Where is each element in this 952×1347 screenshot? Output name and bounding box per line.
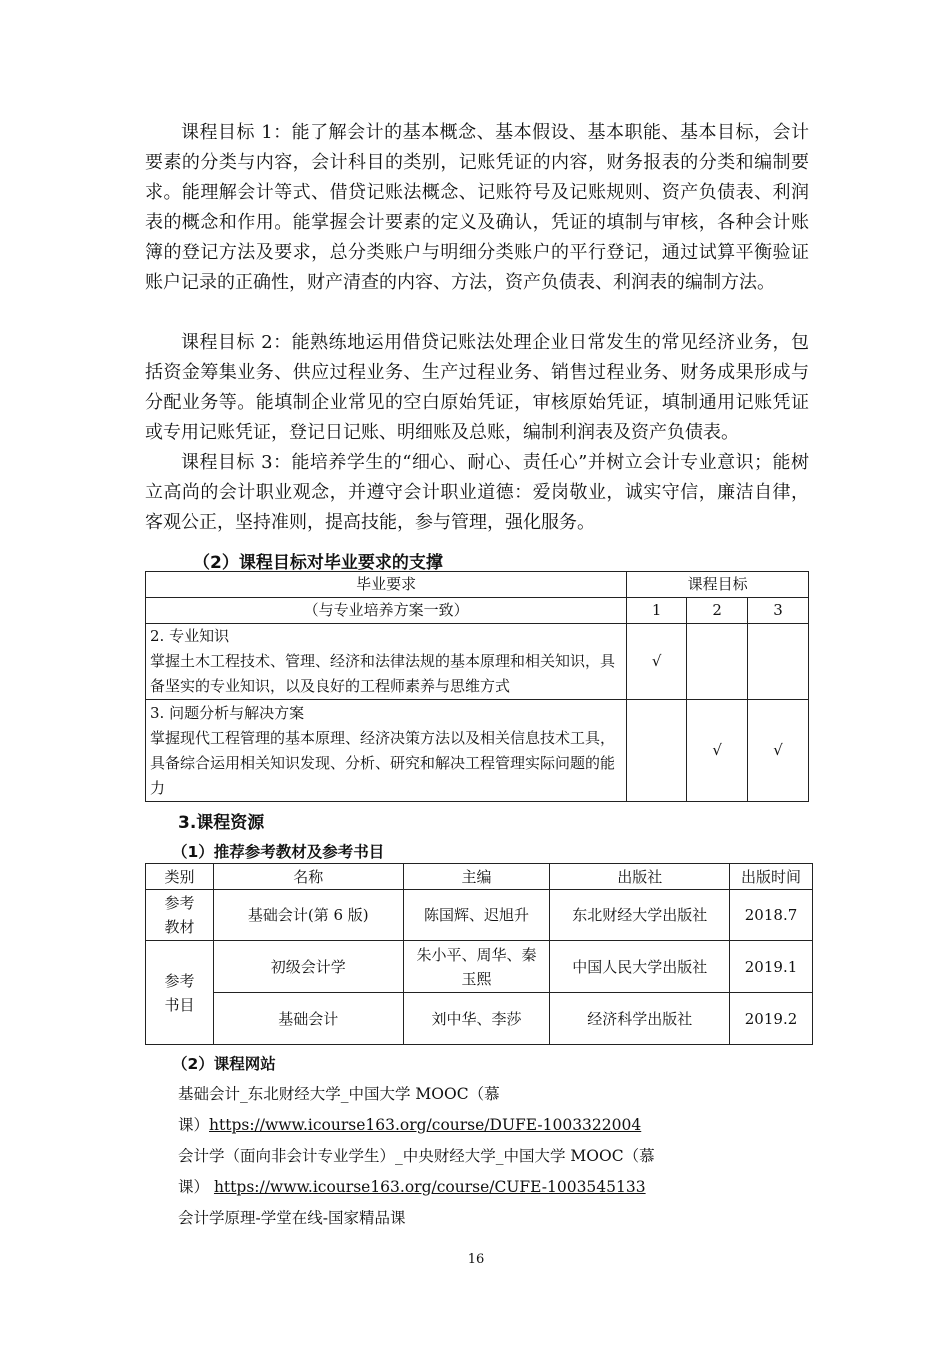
table-row — [146, 941, 813, 993]
col-header-year: 出版时间 — [730, 864, 813, 890]
book-editor: 刘中华、李莎 — [403, 993, 550, 1045]
book-name: 基础会计 — [213, 993, 403, 1045]
book-publisher: 东北财经大学出版社 — [550, 890, 730, 941]
category-textbook: 参考教材 — [146, 890, 214, 941]
website-1-prefix: 课） — [178, 1116, 210, 1134]
website-2-name: 会计学（面向非会计专业学生）_中央财经大学_中国大学 MOOC（慕 — [178, 1147, 655, 1165]
req-desc: 掌握现代工程管理的基本原理、经济决策方法以及相关信息技术工具，具备综合运用相关知识发现、分析、研究和解决工程管理实际问题的能力 — [150, 728, 616, 797]
support-table — [145, 571, 809, 802]
website-1-name: 基础会计_东北财经大学_中国大学 MOOC（慕 — [178, 1085, 500, 1103]
check-mark — [748, 624, 809, 700]
req-header-line2: （与专业培养方案一致） — [146, 598, 627, 624]
req-header-line1: 毕业要求 — [146, 572, 627, 598]
book-name: 初级会计学 — [213, 941, 403, 993]
req-title: 2. 专业知识 — [150, 627, 230, 645]
book-publisher: 经济科学出版社 — [550, 993, 730, 1045]
check-mark — [627, 700, 687, 802]
check-mark: √ — [627, 624, 687, 700]
websites-heading: （2）课程网站 — [172, 1055, 276, 1073]
col-header-category: 类别 — [146, 864, 214, 890]
col-header-name: 名称 — [213, 864, 403, 890]
req-title: 3. 问题分析与解决方案 — [150, 703, 305, 722]
book-year: 2019.2 — [730, 993, 813, 1045]
table-row — [146, 624, 809, 700]
course-goal-2: 课程目标 2：能熟练地运用借贷记账法处理企业日常发生的常见经济业务，包括资金筹集业务、供应过程业务、生产过程业务、销售过程业务、财务成果形成与分配业务等。能填制企业常见的空白原始凭证，审核原始凭证，填制通用记账凭证或专用记账凭证，登记日记账、明细账及总账，编制利润表及资产负债表。 — [145, 332, 809, 443]
website-2-link[interactable]: https://www.icourse163.org/course/CUFE-1003545133 — [213, 1178, 646, 1196]
col-header-editor: 主编 — [403, 864, 550, 890]
goal-col-2: 2 — [687, 598, 748, 624]
check-mark: √ — [687, 700, 748, 802]
book-editor: 朱小平、周华、秦玉熙 — [403, 941, 550, 993]
resources-heading: 3.课程资源 — [178, 813, 265, 833]
col-header-publisher: 出版社 — [550, 864, 730, 890]
book-name: 基础会计(第 6 版) — [213, 890, 403, 941]
category-refbook: 参考书目 — [146, 941, 214, 1045]
support-heading: （2）课程目标对毕业要求的支撑 — [193, 553, 443, 573]
book-year: 2019.1 — [730, 941, 813, 993]
table-row — [146, 700, 809, 802]
book-year: 2018.7 — [730, 890, 813, 941]
course-goal-1: 课程目标 1：能了解会计的基本概念、基本假设、基本职能、基本目标，会计要素的分类与内容，会计科目的类别，记账凭证的内容，财务报表的分类和编制要求。能理解会计等式、借贷记账法概念、记账符号及记账规则、资产负债表、利润表的概念和作用。能掌握会计要素的定义及确认，凭证的填制与审核，各种会计账簿的登记方法及要求，总分类账户与明细分类账户的平行登记，通过试算平衡验证账户记录的正确性，财产清查的内容、方法，资产负债表、利润表的编制方法。 — [145, 122, 809, 293]
goal-col-1: 1 — [627, 598, 687, 624]
table-row — [146, 993, 813, 1045]
books-heading: （1）推荐参考教材及参考书目 — [172, 843, 385, 861]
website-1-link-line — [178, 1113, 641, 1135]
goal-header: 课程目标 — [627, 572, 809, 598]
check-mark — [687, 624, 748, 700]
req-desc: 掌握土木工程技术、管理、经济和法律法规的基本原理和相关知识，具备坚实的专业知识，以及良好的工程师素养与思维方式 — [150, 652, 616, 695]
goal-col-3: 3 — [748, 598, 809, 624]
website-1-link[interactable]: https://www.icourse163.org/course/DUFE-1003322004 — [209, 1116, 642, 1134]
book-editor: 陈国辉、迟旭升 — [403, 890, 550, 941]
website-2-link-line — [178, 1175, 646, 1197]
book-publisher: 中国人民大学出版社 — [550, 941, 730, 993]
books-table — [145, 863, 813, 1045]
check-mark: √ — [748, 700, 809, 802]
table-row — [146, 890, 813, 941]
course-goal-3: 课程目标 3：能培养学生的“细心、耐心、责任心”并树立会计专业意识；能树立高尚的会计职业观念，并遵守会计职业道德：爱岗敬业，诚实守信，廉洁自律，客观公正，坚持准则，提高技能，参与管理，强化服务。 — [145, 452, 809, 533]
website-3-name: 会计学原理-学堂在线-国家精品课 — [178, 1209, 406, 1227]
page-number: 16 — [467, 1252, 485, 1267]
website-2-prefix: 课） — [178, 1178, 210, 1196]
